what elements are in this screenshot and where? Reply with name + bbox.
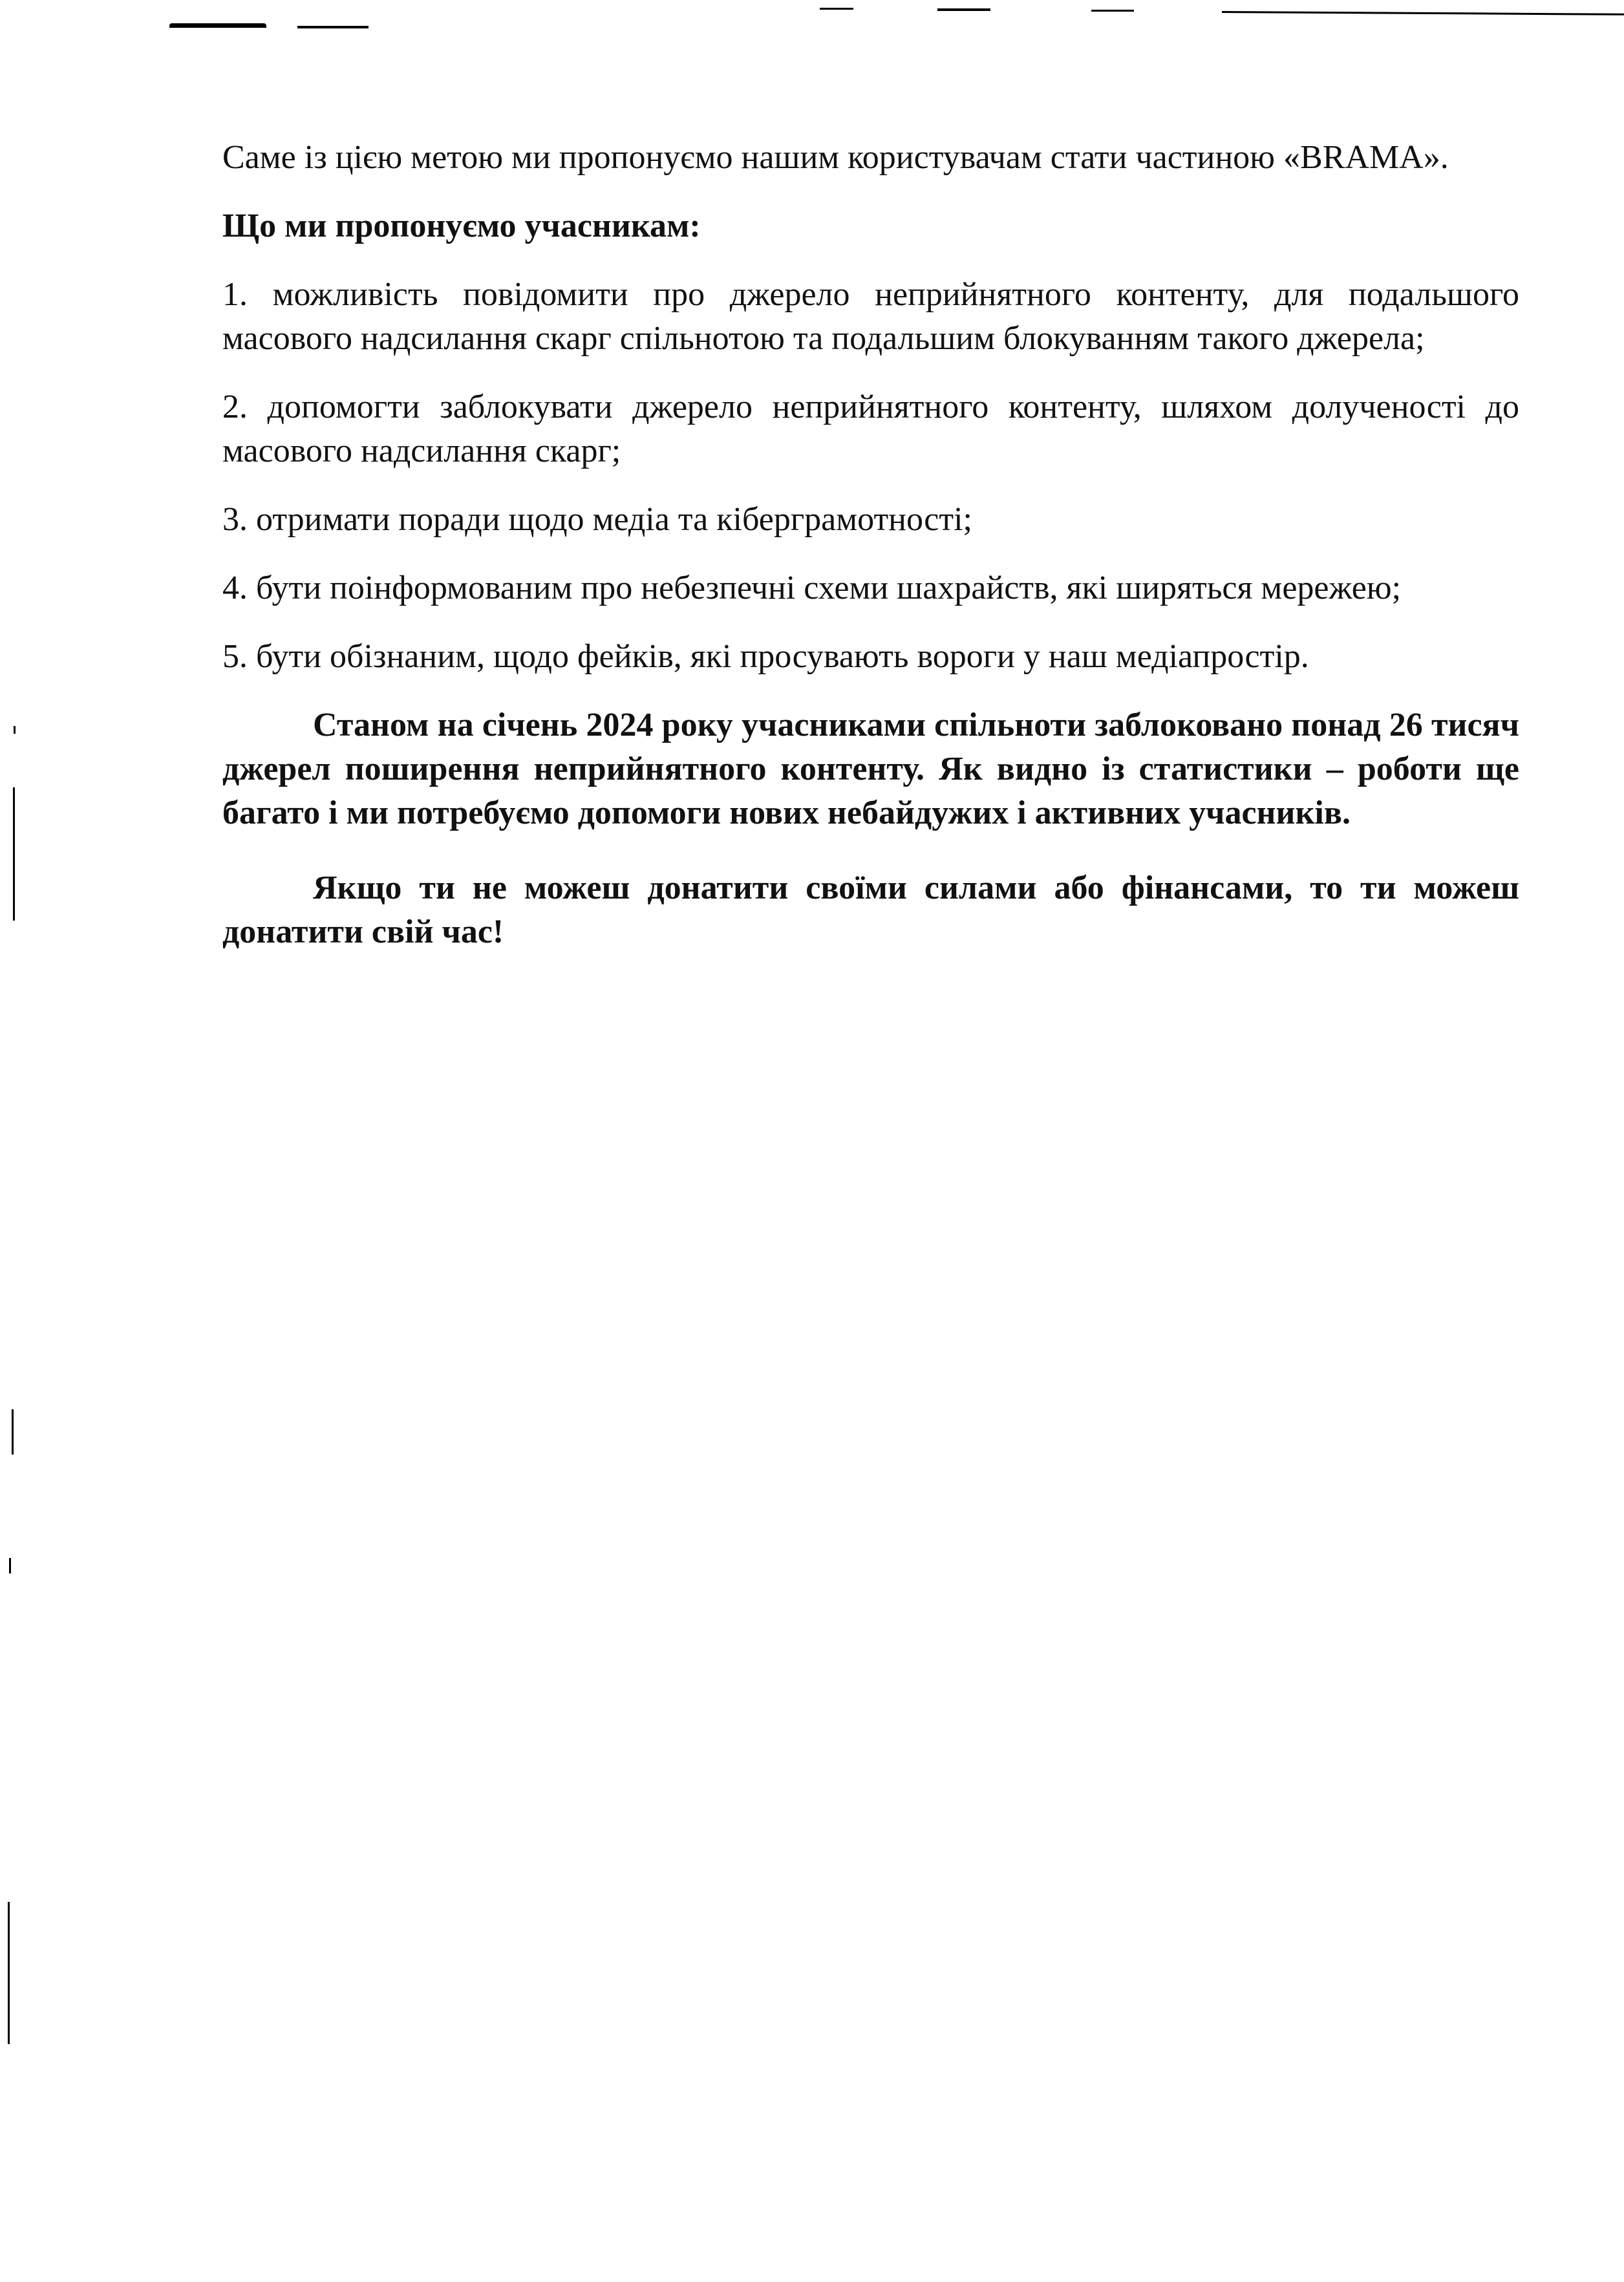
offer-item: 1. можливість повідомити про джерело неприйнятного контенту, для подальшого масового надсилання скарг спільнотою та подальшим блокуванням такого джерела;	[222, 276, 1519, 357]
scan-artifact-top-left-1	[169, 23, 266, 28]
offers-heading: Що ми пропонуємо учасникам:	[222, 208, 701, 244]
scan-artifact-left-3	[12, 1409, 14, 1455]
scan-artifact-left-1	[14, 726, 16, 734]
scan-artifact-top-2	[937, 8, 990, 11]
scan-artifact-left-5	[8, 1902, 10, 2044]
offer-item: 2. допомогти заблокувати джерело неприйнятного контенту, шляхом долученості до масового надсилання скарг;	[222, 389, 1519, 469]
scan-artifact-left-2	[13, 787, 15, 921]
offer-item: 5. бути обізнаним, щодо фейків, які просувають вороги у наш медіапростір.	[222, 638, 1309, 675]
offer-item: 4. бути поінформованим про небезпечні схеми шахрайств, які ширяться мережею;	[222, 570, 1402, 606]
document-body	[222, 136, 1519, 985]
statistics-paragraph: Станом на січень 2024 року учасниками спільноти заблоковано понад 26 тисяч джерел поширення неприйнятного контенту. Як видно із статистики – роботи ще багато і ми потребуємо допомоги нових небайдужих і активних учасників.	[222, 707, 1519, 831]
call-to-action-paragraph: Якщо ти не можеш донатити своїми силами або фінансами, то ти можеш донатити свій час!	[222, 869, 1519, 950]
scan-artifact-top-left-2	[297, 26, 369, 28]
offer-item: 3. отримати поради щодо медіа та кіберграмотності;	[222, 501, 972, 538]
scan-artifact-top-4	[1222, 11, 1624, 16]
scan-artifact-top-1	[820, 8, 853, 10]
scan-artifact-top-3	[1091, 10, 1134, 12]
offers-list	[222, 273, 1519, 679]
intro-paragraph: Саме із цією метою ми пропонуємо нашим користувачам стати частиною «BRAMA».	[222, 139, 1449, 176]
scan-artifact-left-4	[9, 1558, 11, 1573]
